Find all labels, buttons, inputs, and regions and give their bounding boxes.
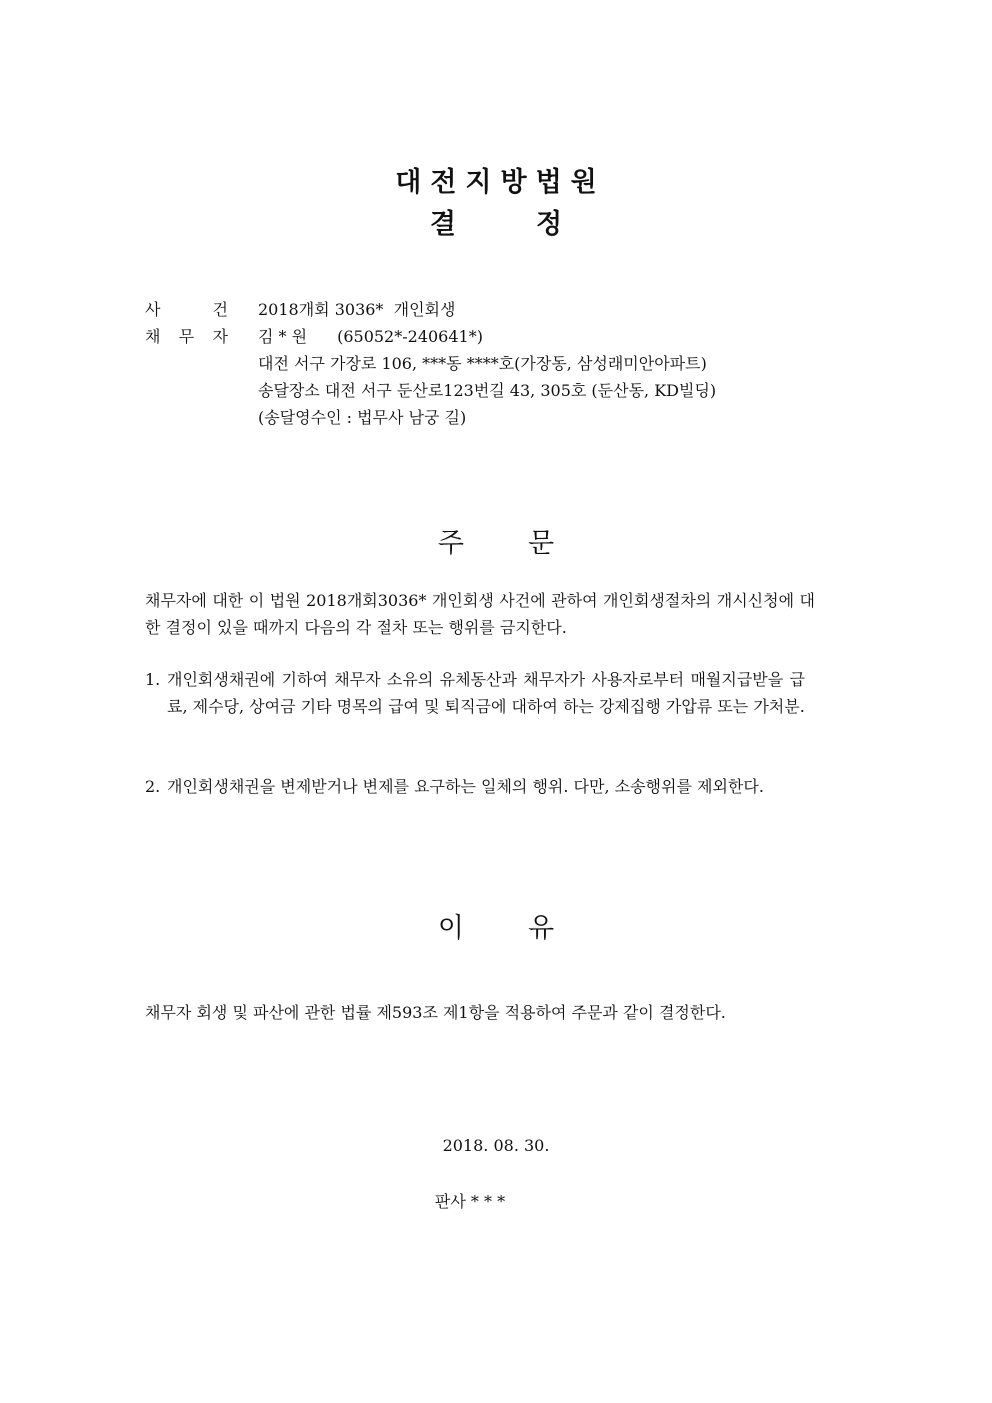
debtor-label-char: 무 bbox=[178, 327, 195, 346]
order-item bbox=[145, 773, 805, 800]
reason-title-char-left: 이 bbox=[437, 913, 464, 944]
reason-paragraph: 채무자 회생 및 파산에 관한 법률 제593조 제1항을 적용하여 주문과 같이 결정한다. bbox=[145, 1003, 726, 1022]
debtor-row bbox=[145, 323, 716, 350]
service-address: 송달장소 대전 서구 둔산로123번길 43, 305호 (둔산동, KD빌딩) bbox=[258, 381, 717, 400]
reason-section-title bbox=[0, 906, 992, 945]
case-label-char: 건 bbox=[212, 300, 228, 319]
order-item-number: 1. bbox=[145, 670, 161, 689]
service-recipient: (송달영수인 : 법무사 남궁 길) bbox=[258, 408, 467, 427]
decision-date: 2018. 08. 30. bbox=[442, 1136, 550, 1155]
order-item-text: 개인회생채권에 기하여 채무자 소유의 유체동산과 채무자가 사용자로부터 매월지급받을 급료, 제수당, 상여금 기타 명목의 급여 및 퇴직금에 대하여 하는 강제집행 가압류 또는 가처분. bbox=[167, 670, 805, 716]
document-type-char-left: 결 bbox=[429, 209, 456, 240]
order-section-title bbox=[0, 521, 992, 560]
case-label bbox=[145, 296, 258, 323]
order-item-text: 개인회생채권을 변제받거나 변제를 요구하는 일체의 행위. 다만, 소송행위를 제외한다. bbox=[167, 777, 764, 796]
debtor-address: 대전 서구 가장로 106, ***동 ****호(가장동, 삼성래미안아파트) bbox=[258, 354, 707, 373]
document-type-char-right: 정 bbox=[536, 209, 563, 240]
case-info-block bbox=[145, 296, 716, 431]
case-label-char: 사 bbox=[145, 300, 161, 319]
order-item-number: 2. bbox=[145, 777, 161, 796]
debtor-id-number: (65052*-240641*) bbox=[337, 327, 483, 346]
debtor-label-char: 자 bbox=[212, 327, 228, 346]
case-number: 2018개회 3036* 개인회생 bbox=[258, 300, 456, 319]
case-row bbox=[145, 296, 716, 323]
order-title-char-right: 문 bbox=[528, 528, 555, 559]
order-intro-paragraph: 채무자에 대한 이 법원 2018개회3036* 개인회생 사건에 관하여 개인회생절차의 개시신청에 대한 결정이 있을 때까지 다음의 각 절차 또는 행위를 금지한다. bbox=[145, 591, 815, 637]
debtor-name: 김 * 원 bbox=[258, 327, 308, 346]
document-type-title bbox=[0, 202, 992, 241]
reason-title-char-right: 유 bbox=[528, 913, 555, 944]
debtor-label-char: 채 bbox=[145, 327, 161, 346]
order-title-char-left: 주 bbox=[437, 528, 464, 559]
court-name: 대전지방법원 bbox=[395, 167, 606, 198]
debtor-label bbox=[145, 323, 258, 350]
order-item bbox=[145, 666, 805, 720]
judge-signature: 판사 * * * bbox=[434, 1192, 506, 1211]
